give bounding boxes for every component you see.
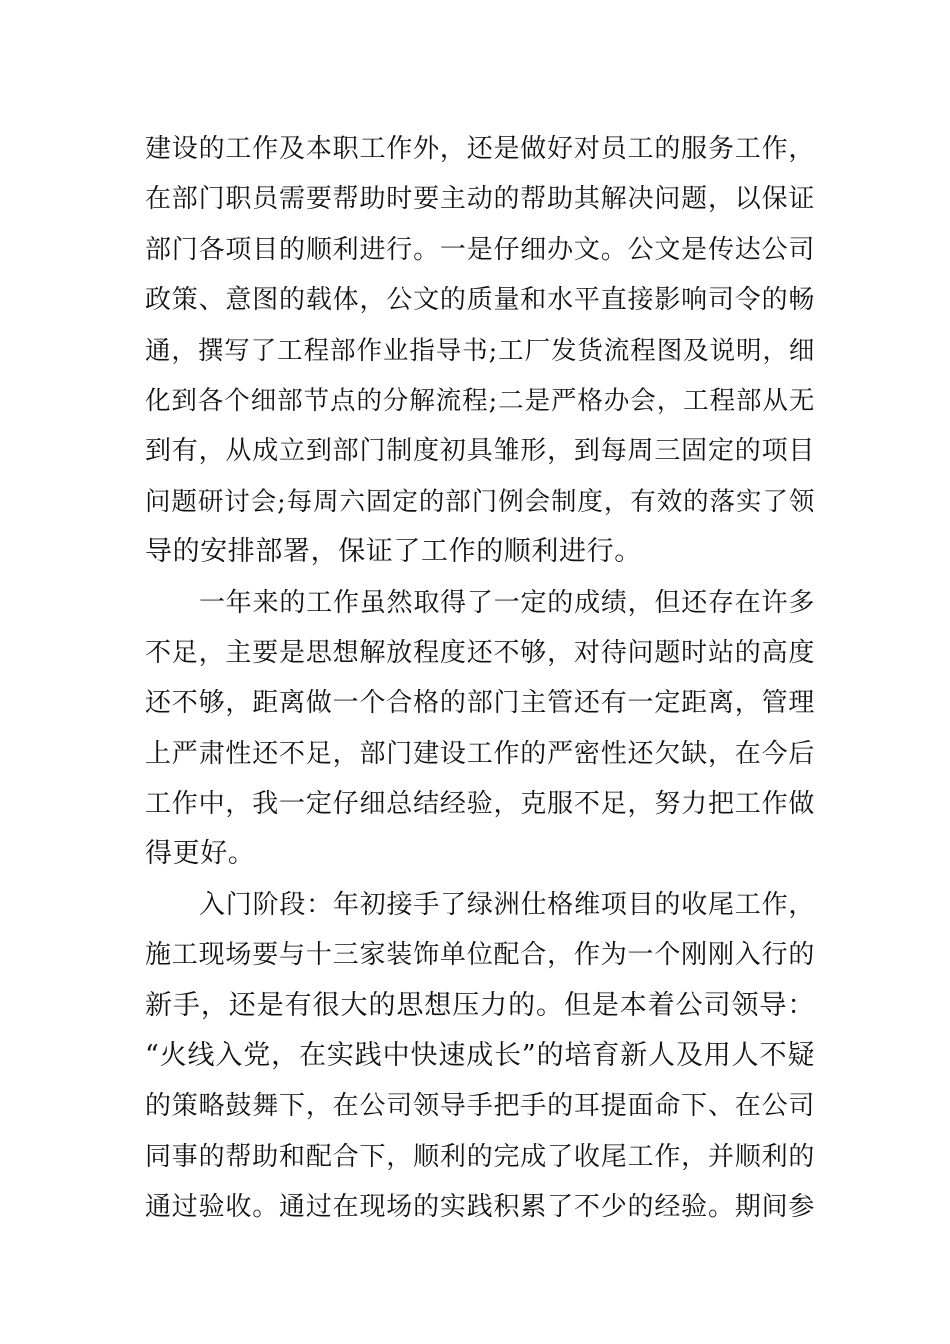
text-line: 入门阶段：年初接手了绿洲仕格维项目的收尾工作， [199,889,815,920]
text-line: 的策略鼓舞下，在公司领导手把手的耳提面命下、在公司 [145,1091,815,1122]
text-line: 一年来的工作虽然取得了一定的成绩，但还存在许多 [199,587,815,618]
text-line: 得更好。 [145,838,256,870]
text-line: 不足，主要是思想解放程度还不够，对待问题时站的高度 [145,637,815,668]
text-line: 通，撰写了工程部作业指导书;工厂发货流程图及说明，细 [145,335,815,366]
text-line: 新手，还是有很大的思想压力的。但是本着公司领导： [145,989,815,1021]
text-line: 在部门职员需要帮助时要主动的帮助其解决问题，以保证 [145,184,815,215]
text-line: 导的安排部署，保证了工作的顺利进行。 [145,536,642,568]
text-line: 化到各个细部节点的分解流程;二是严格办会，工程部从无 [145,385,815,416]
text-line: “火线入党，在实践中快速成长”的培育新人及用人不疑 [145,1040,815,1072]
text-line: 同事的帮助和配合下，顺利的完成了收尾工作，并顺利的 [145,1141,815,1172]
text-line: 到有，从成立到部门制度初具雏形，到每周三固定的项目 [145,436,815,467]
paragraph-3 [145,880,815,1233]
text-line: 问题研讨会;每周六固定的部门例会制度，有效的落实了领 [145,486,815,517]
text-line: 部门各项目的顺利进行。一是仔细办文。公文是传达公司 [145,234,815,265]
text-line: 工作中，我一定仔细总结经验，克服不足，努力把工作做 [145,789,815,820]
text-line: 通过验收。通过在现场的实践积累了不少的经验。期间参 [145,1192,815,1223]
text-line: 上严肃性还不足，部门建设工作的严密性还欠缺，在今后 [145,738,815,769]
paragraph-2 [145,578,815,880]
text-line: 政策、意图的载体，公文的质量和水平直接影响司令的畅 [145,285,815,316]
text-line: 还不够，距离做一个合格的部门主管还有一定距离，管理 [145,688,815,719]
text-line: 建设的工作及本职工作外，还是做好对员工的服务工作， [145,134,815,164]
paragraph-1 [145,124,815,578]
text-line: 施工现场要与十三家装饰单位配合，作为一个刚刚入行的 [145,940,815,971]
document-body [145,124,815,1233]
